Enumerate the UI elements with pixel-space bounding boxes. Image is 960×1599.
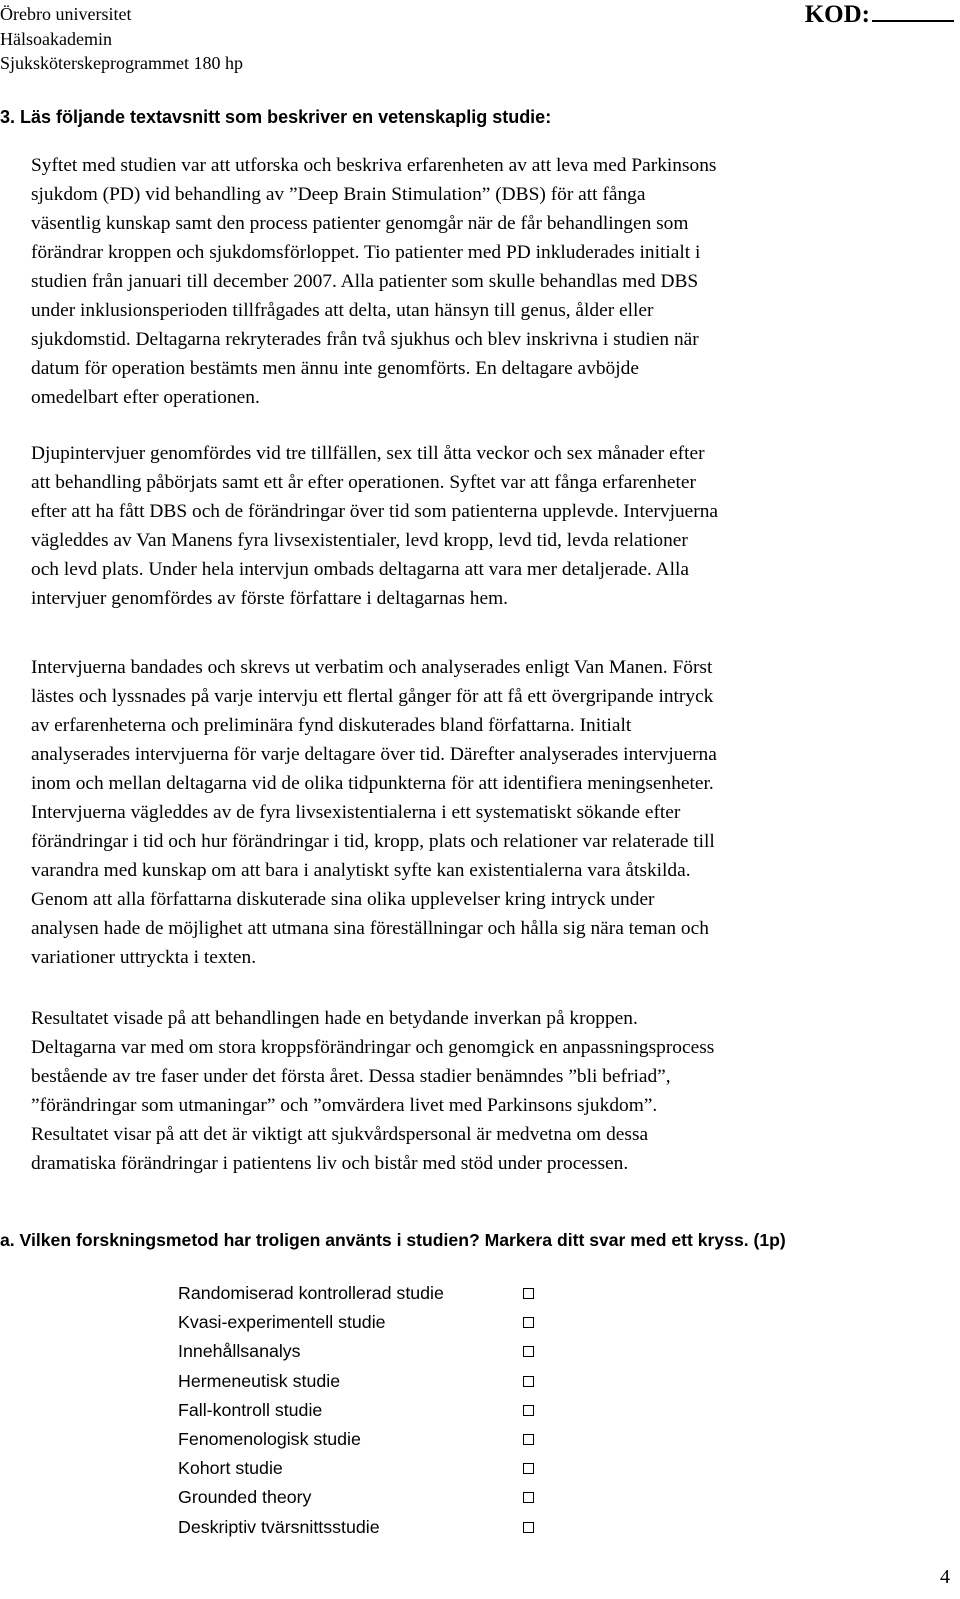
passage-line: förändrar kroppen och sjukdomsförloppet. Tio patienter med PD inkluderades initialt i bbox=[31, 242, 701, 263]
method-option bbox=[178, 1279, 558, 1308]
passage-paragraph-1 bbox=[31, 151, 931, 412]
passage-line: lästes och lyssnades på varje intervju ett flertal gånger för att få ett övergripande intryck bbox=[31, 686, 714, 707]
passage-line: att behandling påbörjats samt ett år efter operationen. Syftet var att fånga erfarenheter bbox=[31, 472, 696, 493]
passage-line: ”förändringar som utmaningar” och ”omvärdera livet med Parkinsons sjukdom”. bbox=[31, 1095, 658, 1116]
option-checkbox[interactable] bbox=[523, 1463, 534, 1474]
page-number: 4 bbox=[940, 1566, 950, 1588]
passage-paragraph-2 bbox=[31, 439, 931, 613]
option-checkbox[interactable] bbox=[523, 1434, 534, 1445]
passage-line: varandra med kunskap om att bara i analytiskt syfte kan existentialerna vara åtskilda. bbox=[31, 860, 691, 881]
method-options-list bbox=[178, 1279, 558, 1542]
passage-line: sjukdom (PD) vid behandling av ”Deep Brain Stimulation” (DBS) för att fånga bbox=[31, 184, 646, 205]
method-option bbox=[178, 1454, 558, 1483]
passage-line: Syftet med studien var att utforska och beskriva erfarenheten av att leva med Parkinsons bbox=[31, 155, 717, 176]
passage-line: efter att ha fått DBS och de förändringar över tid som patienterna upplevde. Intervjuerna bbox=[31, 501, 719, 522]
option-checkbox[interactable] bbox=[523, 1405, 534, 1416]
passage-line: studien från januari till december 2007. Alla patienter som skulle behandlas med DBS bbox=[31, 271, 699, 292]
passage-line: Resultatet visade på att behandlingen hade en betydande inverkan på kroppen. bbox=[31, 1008, 638, 1029]
option-label: Fenomenologisk studie bbox=[178, 1428, 361, 1449]
passage-line: förändringar i tid och hur förändringar i tid, kropp, plats och relationer var relaterade till bbox=[31, 831, 715, 852]
passage-line: Genom att alla författarna diskuterade sina olika upplevelser kring intryck under bbox=[31, 889, 655, 910]
passage-line: analyserades intervjuerna för varje deltagare över tid. Därefter analyserades intervjuerna bbox=[31, 744, 717, 765]
option-checkbox[interactable] bbox=[523, 1376, 534, 1387]
passage-line: dramatiska förändringar i patientens liv och bistår med stöd under processen. bbox=[31, 1153, 629, 1174]
option-label: Fall-kontroll studie bbox=[178, 1399, 323, 1420]
program-name: Sjuksköterskeprogrammet 180 hp bbox=[0, 53, 243, 73]
passage-line: Intervjuerna vägleddes av de fyra livsexistentialerna i ett systematiskt sökande efter bbox=[31, 802, 681, 823]
passage-line: inom och mellan deltagarna vid de olika tidpunkterna för att identifiera meningsenheter. bbox=[31, 773, 714, 794]
academy-name: Hälsoakademin bbox=[0, 28, 112, 49]
option-label: Innehållsanalys bbox=[178, 1341, 301, 1362]
passage-line: intervjuer genomfördes av förste författare i deltagarnas hem. bbox=[31, 588, 509, 609]
passage-line: bestående av tre faser under det första året. Dessa stadier benämndes ”bli befriad”, bbox=[31, 1066, 671, 1087]
passage-line: omedelbart efter operationen. bbox=[31, 387, 260, 408]
passage-line: av erfarenheterna och preliminära fynd diskuterades bland författarna. Initialt bbox=[31, 715, 632, 736]
method-option bbox=[178, 1425, 558, 1454]
passage-line: och levd plats. Under hela intervjun ombads deltagarna att vara mer detaljerade. Alla bbox=[31, 559, 689, 580]
passage-line: Intervjuerna bandades och skrevs ut verbatim och analyserades enligt Van Manen. Först bbox=[31, 657, 713, 678]
method-option bbox=[178, 1367, 558, 1396]
option-label: Kohort studie bbox=[178, 1458, 283, 1479]
option-checkbox[interactable] bbox=[523, 1288, 534, 1299]
passage-line: variationer uttryckta i texten. bbox=[31, 947, 257, 968]
passage-line: datum för operation bestämts men ännu inte genomförts. En deltagare avböjde bbox=[31, 358, 639, 379]
method-option bbox=[178, 1513, 558, 1542]
passage-paragraph-3 bbox=[31, 653, 931, 972]
option-label: Randomiserad kontrollerad studie bbox=[178, 1283, 444, 1303]
code-field bbox=[805, 0, 954, 30]
option-label: Deskriptiv tvärsnittsstudie bbox=[178, 1516, 380, 1537]
option-label: Kvasi-experimentell studie bbox=[178, 1312, 386, 1333]
university-name: Örebro universitet bbox=[0, 4, 132, 24]
sub-question-a: a. Vilken forskningsmetod har troligen använts i studien? Markera ditt svar med ett kryss. (1p) bbox=[0, 1230, 786, 1250]
code-label: KOD: bbox=[804, 1, 870, 28]
method-option bbox=[178, 1396, 558, 1425]
option-label: Grounded theory bbox=[178, 1487, 312, 1508]
option-checkbox[interactable] bbox=[523, 1492, 534, 1503]
passage-line: Resultatet visar på att det är viktigt att sjukvårdspersonal är medvetna om dessa bbox=[31, 1124, 649, 1145]
method-option bbox=[178, 1337, 558, 1366]
passage-line: under inklusionsperioden tillfrågades att delta, utan hänsyn till genus, ålder eller bbox=[31, 300, 654, 321]
option-checkbox[interactable] bbox=[523, 1346, 534, 1357]
passage-line: vägleddes av Van Manens fyra livsexistentialer, levd kropp, levd tid, levda relationer bbox=[31, 530, 688, 551]
method-option bbox=[178, 1483, 558, 1512]
option-checkbox[interactable] bbox=[523, 1522, 534, 1533]
passage-line: väsentlig kunskap samt den process patienter genomgår när de får behandlingen som bbox=[31, 213, 689, 234]
document-header bbox=[0, 2, 243, 76]
passage-line: Deltagarna var med om stora kroppsförändringar och genomgick en anpassningsprocess bbox=[31, 1037, 715, 1058]
passage-line: analysen hade de möjlighet att utmana sina föreställningar och hålla sig nära teman och bbox=[31, 918, 709, 939]
option-label: Hermeneutisk studie bbox=[178, 1370, 341, 1391]
passage-line: Djupintervjuer genomfördes vid tre tillfällen, sex till åtta veckor och sex månader efter bbox=[31, 443, 705, 464]
option-checkbox[interactable] bbox=[523, 1317, 534, 1328]
method-option bbox=[178, 1308, 558, 1337]
passage-line: sjukdomstid. Deltagarna rekryterades från två sjukhus och blev inskrivna i studien när bbox=[31, 329, 699, 350]
passage-paragraph-4 bbox=[31, 1004, 931, 1178]
code-blank-line bbox=[872, 0, 954, 22]
question-heading: 3. Läs följande textavsnitt som beskriver en vetenskaplig studie: bbox=[0, 107, 552, 127]
